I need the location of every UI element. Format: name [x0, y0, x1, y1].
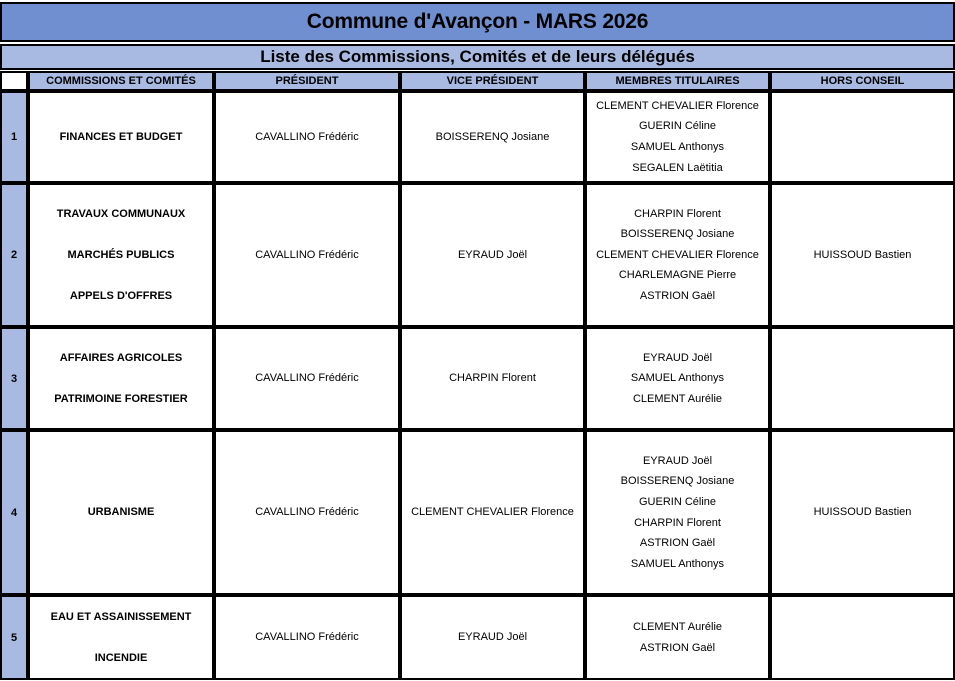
commission-name: INCENDIE: [94, 651, 148, 664]
cell-commissions: [28, 327, 214, 430]
cell-membres: [585, 595, 770, 680]
cell-president: [214, 91, 400, 183]
president-name: CAVALLINO Frédéric: [255, 248, 359, 261]
cell-vice-president: [400, 595, 585, 680]
row-number: 3: [0, 327, 28, 430]
commission-name: AFFAIRES AGRICOLES: [59, 351, 183, 364]
cell-membres: [585, 430, 770, 595]
cell-membres: [585, 327, 770, 430]
header-president: PRÉSIDENT: [214, 71, 400, 91]
vice-president-name: BOISSERENQ Josiane: [435, 130, 550, 143]
member-name: CHARPIN Florent: [634, 207, 721, 220]
header-blank-cell: [0, 71, 28, 91]
member-name: SAMUEL Anthonys: [630, 557, 725, 570]
vice-president-name: EYRAUD Joël: [457, 631, 528, 644]
commission-name: EAU ET ASSAINISSEMENT: [50, 610, 192, 623]
commission-name: TRAVAUX COMMUNAUX: [56, 207, 186, 220]
member-name: ASTRION Gaël: [639, 289, 716, 302]
member-name: BOISSERENQ Josiane: [620, 475, 735, 488]
member-name: CHARPIN Florent: [634, 516, 721, 529]
cell-commissions: [28, 595, 214, 680]
cell-hors-conseil: [770, 183, 955, 327]
hors-conseil-name: HUISSOUD Bastien: [813, 248, 912, 261]
cell-vice-president: [400, 91, 585, 183]
page-title: Commune d'Avançon - MARS 2026: [0, 2, 955, 42]
member-name: ASTRION Gaël: [639, 641, 716, 654]
hors-conseil-name: HUISSOUD Bastien: [813, 506, 912, 519]
commission-name: PATRIMOINE FORESTIER: [54, 392, 188, 405]
member-name: BOISSERENQ Josiane: [620, 228, 735, 241]
member-name: CLEMENT Aurélie: [632, 620, 723, 633]
member-name: CLEMENT CHEVALIER Florence: [596, 248, 759, 261]
member-name: CHARLEMAGNE Pierre: [618, 269, 737, 282]
commission-name: URBANISME: [87, 506, 155, 519]
commission-name: FINANCES ET BUDGET: [59, 130, 183, 143]
member-name: SAMUEL Anthonys: [630, 141, 725, 153]
header-vice-president: VICE PRÉSIDENT: [400, 71, 585, 91]
cell-vice-president: [400, 183, 585, 327]
cell-membres: [585, 183, 770, 327]
president-name: CAVALLINO Frédéric: [255, 631, 359, 644]
member-name: ASTRION Gaël: [639, 537, 716, 550]
vice-president-name: EYRAUD Joël: [457, 248, 528, 261]
cell-vice-president: [400, 430, 585, 595]
cell-hors-conseil: [770, 595, 955, 680]
cell-president: [214, 430, 400, 595]
cell-president: [214, 183, 400, 327]
member-name: EYRAUD Joël: [642, 454, 713, 467]
row-number: 5: [0, 595, 28, 680]
cell-commissions: [28, 183, 214, 327]
member-name: GUERIN Céline: [638, 495, 717, 508]
member-name: SEGALEN Laëtitia: [632, 161, 723, 174]
commission-name: APPELS D'OFFRES: [69, 289, 173, 302]
member-name: GUERIN Céline: [638, 120, 717, 133]
cell-membres: [585, 91, 770, 183]
member-name: CLEMENT Aurélie: [632, 392, 723, 405]
row-number: 2: [0, 183, 28, 327]
vice-president-name: CHARPIN Florent: [449, 372, 536, 385]
row-number: 4: [0, 430, 28, 595]
member-name: SAMUEL Anthonys: [630, 372, 725, 385]
commission-name: MARCHÉS PUBLICS: [67, 248, 175, 261]
header-membres-titulaires: MEMBRES TITULAIRES: [585, 71, 770, 91]
member-name: CLEMENT CHEVALIER Florence: [596, 99, 759, 112]
vice-president-name: CLEMENT CHEVALIER Florence: [411, 506, 574, 519]
president-name: CAVALLINO Frédéric: [255, 372, 359, 385]
row-number: 1: [0, 91, 28, 183]
header-commissions: COMMISSIONS ET COMITÉS: [28, 71, 214, 91]
president-name: CAVALLINO Frédéric: [255, 130, 359, 143]
cell-commissions: [28, 91, 214, 183]
cell-hors-conseil: [770, 327, 955, 430]
president-name: CAVALLINO Frédéric: [255, 506, 359, 519]
member-name: EYRAUD Joël: [642, 351, 713, 364]
cell-hors-conseil: [770, 430, 955, 595]
cell-president: [214, 327, 400, 430]
cell-hors-conseil: [770, 91, 955, 183]
cell-president: [214, 595, 400, 680]
header-hors-conseil: HORS CONSEIL: [770, 71, 955, 91]
cell-vice-president: [400, 327, 585, 430]
cell-commissions: [28, 430, 214, 595]
page-subtitle: Liste des Commissions, Comités et de leurs délégués: [0, 44, 955, 70]
